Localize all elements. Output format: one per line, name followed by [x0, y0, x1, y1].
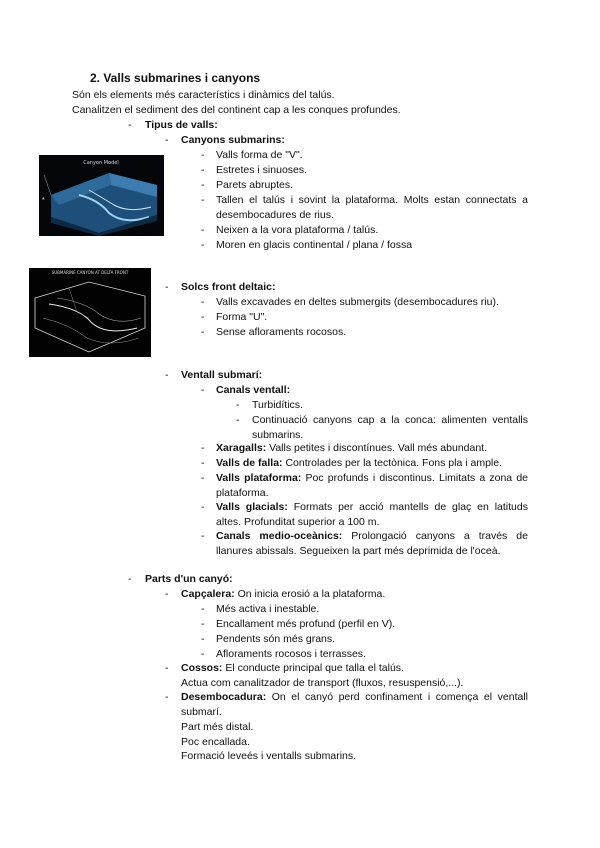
bullet-dash: - — [128, 119, 132, 131]
bullet-dash: - — [201, 501, 205, 513]
canyon-model-image — [39, 155, 164, 236]
bullet-dash: - — [201, 442, 205, 454]
canyons-title: Canyons submarins: — [181, 134, 285, 146]
bullet-dash: - — [201, 164, 205, 176]
ventall-title: Ventall submarí: — [181, 369, 263, 381]
section-heading: 2. Valls submarines i canyons — [90, 71, 261, 85]
capcalera-item: Encallament més profund (perfil en V). — [216, 618, 396, 630]
term: Cossos: — [181, 662, 223, 674]
bullet-dash: - — [201, 311, 205, 323]
bullet-dash: - — [201, 530, 205, 542]
desc: Poc profunds i discontinus. Limitats a zona de plataforma. — [216, 472, 529, 499]
term: Valls plataforma: — [216, 472, 302, 484]
bullet-dash: - — [236, 399, 240, 411]
bullet-dash: - — [165, 281, 169, 293]
bullet-dash: - — [201, 224, 205, 236]
intro-line-1: Són els elements més característics i dinàmics del talús. — [72, 89, 335, 101]
capcalera-item: Afloraments rocosos i terrasses. — [216, 648, 366, 660]
bullet-dash: - — [201, 326, 205, 338]
canyons-item: Estretes i sinuoses. — [216, 164, 308, 176]
bullet-dash: - — [201, 296, 205, 308]
capcalera-item: Pendents són més grans. — [216, 633, 336, 645]
bullet-dash: - — [201, 648, 205, 660]
bullet-dash: - — [165, 134, 169, 146]
term: Capçalera: — [181, 588, 235, 600]
canyons-item: Moren en glacis continental / plana / fossa — [216, 239, 413, 251]
desc: Controlades per la tectònica. Fons pla i ample. — [282, 457, 502, 469]
bullet-dash: - — [201, 384, 205, 396]
ventall-item — [216, 500, 528, 530]
bullet-dash: - — [201, 633, 205, 645]
term: Canals medio-oceànics: — [216, 530, 343, 542]
delta-front-image — [29, 268, 151, 357]
canyons-item: Valls forma de "V". — [216, 149, 303, 161]
term: Valls glacials: — [216, 501, 288, 513]
term: Valls de falla: — [216, 457, 283, 469]
canyons-item: Tallen el talús i sovint la plataforma. Molts estan connectats a desembocadures de rius. — [216, 194, 528, 221]
bullet-dash: - — [201, 194, 205, 206]
solcs-item: Valls excavades en deltes submergits (desembocadures riu). — [216, 296, 499, 308]
svg-text:▲: ▲ — [42, 196, 45, 200]
bullet-dash: - — [165, 691, 169, 703]
desc: Prolongació canyons a través de llanures abissals. Segueixen la part més deprimida de l'oceà. — [216, 530, 528, 557]
canals-item: Turbidítics. — [252, 399, 303, 411]
parts-title: Parts d'un canyó: — [145, 573, 233, 585]
bullet-dash: - — [201, 239, 205, 251]
desc: El conducte principal que talla el talús. — [222, 662, 404, 674]
bullet-dash: - — [128, 573, 132, 585]
ventall-item — [216, 471, 528, 501]
bullet-dash: - — [165, 662, 169, 674]
bullet-dash: - — [201, 603, 205, 615]
canals-item: Continuació canyons cap a la conca: alimenten ventalls submarins. — [252, 414, 528, 441]
desc: On inicia erosió a la plataforma. — [234, 588, 386, 600]
desc: Formats per acció mantells de glaç en latituds altes. Profunditat superior a 100 m. — [216, 501, 528, 528]
desembocadura-line — [181, 690, 528, 720]
capcalera-line — [181, 587, 385, 601]
term: Xaragalls: — [216, 442, 267, 454]
bullet-dash: - — [201, 472, 205, 484]
solcs-title: Solcs front deltaic: — [181, 281, 276, 293]
desembocadura-extra: Part més distal. — [181, 721, 254, 733]
intro-line-2: Canalitzen el sediment des del continent cap a les conques profundes. — [72, 104, 401, 116]
bullet-dash: - — [165, 369, 169, 381]
delta-front-caption: SUBMARINE CANYON AT DELTA FRONT — [51, 270, 129, 275]
cossos-extra: Actua com canalitzador de transport (fluxos, resuspensió,...). — [181, 677, 464, 689]
desembocadura-extra: Poc encallada. — [181, 736, 250, 748]
term: Desembocadura: — [181, 691, 267, 703]
ventall-item — [216, 529, 528, 559]
bullet-dash: - — [201, 149, 205, 161]
bullet-dash: - — [201, 457, 205, 469]
bullet-dash: - — [236, 414, 240, 426]
solcs-item: Sense afloraments rocosos. — [216, 326, 347, 338]
ventall-item — [216, 456, 528, 471]
cossos-line — [181, 661, 404, 675]
canyons-item: Parets abruptes. — [216, 179, 294, 191]
canyon-model-caption: Canyon Model — [83, 160, 119, 166]
canyons-item: Neixen a la vora plataforma / talús. — [216, 224, 379, 236]
solcs-item: Forma "U". — [216, 311, 268, 323]
desc: Valls petites i discontínues. Vall més abundant. — [266, 442, 488, 454]
bullet-dash: - — [201, 179, 205, 191]
desc: On el canyó perd confinament i comença el ventall submarí. — [181, 691, 528, 718]
desembocadura-extra: Formació leveés i ventalls submarins. — [181, 750, 357, 762]
bullet-dash: - — [165, 588, 169, 600]
capcalera-item: Més activa i inestable. — [216, 603, 320, 615]
tipus-title: Tipus de valls: — [145, 119, 218, 131]
bullet-dash: - — [201, 618, 205, 630]
canals-title: Canals ventall: — [216, 384, 291, 396]
ventall-item — [216, 441, 528, 456]
